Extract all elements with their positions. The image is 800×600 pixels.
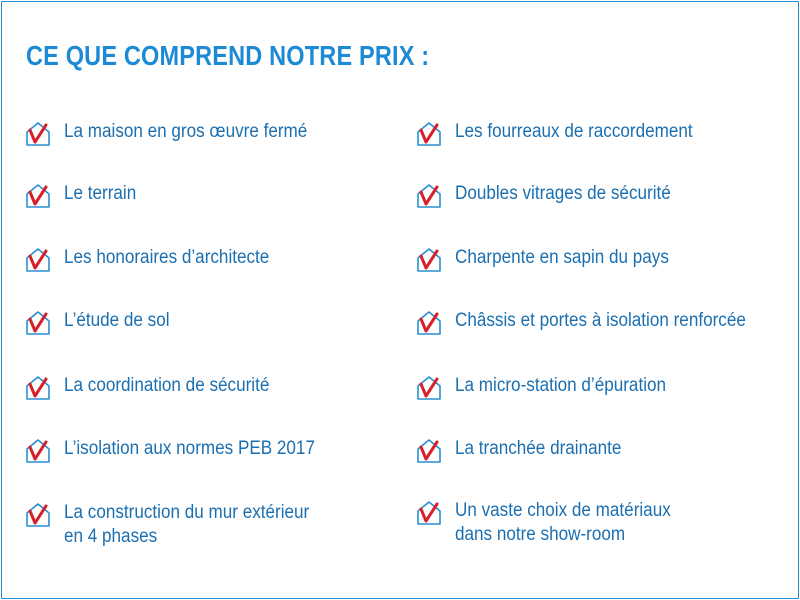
house-check-icon xyxy=(416,310,442,336)
house-check-icon xyxy=(416,375,442,401)
item-label: Châssis et portes à isolation renforcée xyxy=(455,310,746,331)
house-check-icon xyxy=(416,121,442,147)
house-check-icon xyxy=(25,121,51,147)
content-frame xyxy=(1,1,799,599)
item-label: La micro-station d’épuration xyxy=(455,375,667,396)
item-label-block xyxy=(64,501,309,549)
list-item xyxy=(416,182,695,209)
house-check-icon xyxy=(416,247,442,273)
item-label: La coordination de sécurité xyxy=(64,375,270,396)
list-item xyxy=(416,499,695,547)
item-label: Doubles vitrages de sécurité xyxy=(455,183,671,204)
list-item xyxy=(25,120,334,147)
list-item xyxy=(25,374,292,401)
item-label: La maison en gros œuvre fermé xyxy=(64,121,308,142)
house-check-icon xyxy=(25,502,51,528)
item-label-line2: en 4 phases xyxy=(64,526,158,547)
item-label-line2: dans notre show-room xyxy=(455,524,626,545)
list-item xyxy=(416,309,778,336)
house-check-icon xyxy=(25,183,51,209)
house-check-icon xyxy=(25,310,51,336)
list-item xyxy=(25,309,181,336)
list-item xyxy=(416,246,693,273)
list-item xyxy=(25,501,336,549)
house-check-icon xyxy=(25,375,51,401)
list-item xyxy=(416,437,640,464)
house-check-icon xyxy=(25,247,51,273)
house-check-icon xyxy=(25,438,51,464)
item-label: Charpente en sapin du pays xyxy=(455,247,669,268)
list-item xyxy=(25,182,144,209)
item-label: L’étude de sol xyxy=(64,310,170,331)
house-check-icon xyxy=(416,183,442,209)
house-check-icon xyxy=(416,500,442,526)
list-item xyxy=(25,246,292,273)
item-label-line1: La construction du mur extérieur xyxy=(64,502,310,523)
page-title: CE QUE COMPREND NOTRE PRIX : xyxy=(26,40,430,71)
item-label: Les honoraires d’architecte xyxy=(64,247,270,268)
item-label: Le terrain xyxy=(64,183,137,204)
item-label: Les fourreaux de raccordement xyxy=(455,121,693,142)
list-item xyxy=(416,374,689,401)
item-label-line1: Un vaste choix de matériaux xyxy=(455,500,671,521)
item-label: La tranchée drainante xyxy=(455,438,622,459)
item-label: L’isolation aux normes PEB 2017 xyxy=(64,438,315,459)
list-item xyxy=(25,437,343,464)
list-item xyxy=(416,120,719,147)
house-check-icon xyxy=(416,438,442,464)
item-label-block xyxy=(455,499,671,547)
